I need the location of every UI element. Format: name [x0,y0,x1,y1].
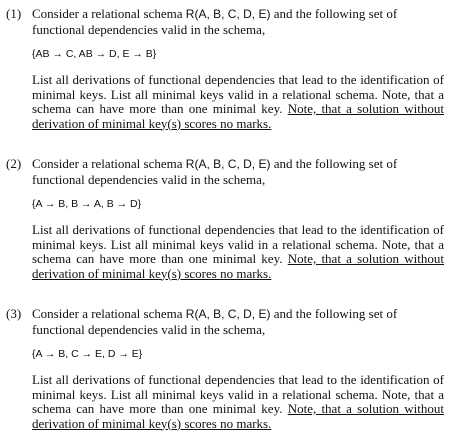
intro-prefix: Consider a relational schema [32,306,186,321]
question-3 [6,306,444,431]
question-number: (3) [6,306,22,321]
functional-dependencies: {AB → C, AB → D, E → B} [32,48,157,60]
task-instructions: List all derivations of functional dependencies that lead to the identification of minimal keys. List all minimal keys valid in a relational schema. Note, that a schema can have more than one minimal key. [32,372,444,416]
intro-prefix: Consider a relational schema [32,156,186,171]
intro-prefix: Consider a relational schema [32,6,186,21]
task-text [32,223,444,281]
relation-schema: R(A, B, C, D, E) [185,7,271,21]
question-intro-text [32,306,444,337]
relation-schema: R(A, B, C, D, E) [185,307,271,321]
functional-dependencies: {A → B, B → A, B → D} [32,198,142,210]
functional-dependencies: {A → B, C → E, D → E} [32,348,143,360]
marking-note: Note, that a solution without derivation of minimal key(s) scores no marks. [32,251,444,281]
task-text [32,73,444,131]
marking-note: Note, that a solution without derivation of minimal key(s) scores no marks. [32,101,444,131]
question-2 [6,156,444,281]
marking-note: Note, that a solution without derivation of minimal key(s) scores no marks. [32,401,444,431]
intro-suffix: and the following set of functional dependencies valid in the schema, [32,156,398,187]
question-intro-text [32,156,444,187]
task-instructions: List all derivations of functional dependencies that lead to the identification of minimal keys. List all minimal keys valid in a relational schema. Note, that a schema can have more than one minimal key. [32,222,444,266]
question-intro [6,306,444,337]
question-intro [6,156,444,187]
intro-suffix: and the following set of functional dependencies valid in the schema, [32,306,398,337]
question-intro-text [32,6,444,37]
relation-schema: R(A, B, C, D, E) [185,157,271,171]
question-number: (1) [6,6,22,21]
intro-suffix: and the following set of functional dependencies valid in the schema, [32,6,398,37]
question-intro [6,6,444,37]
question-number: (2) [6,156,22,171]
question-1 [6,6,444,131]
task-text [32,373,444,431]
task-instructions: List all derivations of functional dependencies that lead to the identification of minimal keys. List all minimal keys valid in a relational schema. Note, that a schema can have more than one minimal key. [32,72,444,116]
